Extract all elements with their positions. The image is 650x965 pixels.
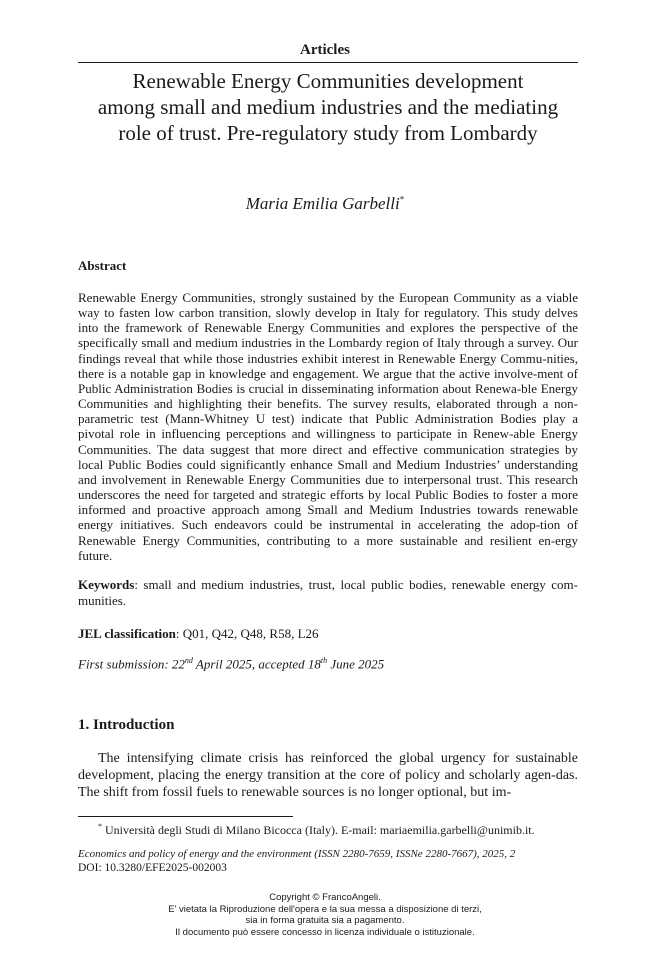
footnote-text: Università degli Studi di Milano Bicocca (Italy). E-mail: mariaemilia.garbelli@unimib.it. — [102, 823, 535, 837]
copyright-line: Copyright © FrancoAngeli. — [269, 892, 381, 903]
title-line: Renewable Energy Communities development — [132, 69, 524, 93]
abstract-line: This research underscores the need for targeted and strategic efforts by local Public Bodies to — [78, 471, 578, 503]
title-line: among small and medium industries and the mediating — [97, 95, 559, 119]
introduction-body — [78, 750, 578, 801]
abstract-line: tion of Renewable Energy Communities, contributing to a more sustainable and resilient en- — [78, 517, 578, 548]
abstract-line: into the framework of Renewable Energy Communities and explores the perspective of the — [78, 320, 578, 336]
jel-label: JEL classification — [78, 626, 176, 641]
jel-codes: : Q01, Q42, Q48, R58, L26 — [175, 626, 319, 641]
footnote-mark: * — [98, 822, 102, 831]
copyright-line: E' vietata la Riproduzione dell'opera e la sua messa a disposizione di terzi, — [168, 903, 482, 915]
abstract-body — [78, 290, 578, 563]
keywords-label: Keywords — [78, 577, 135, 592]
abstract-heading: Abstract — [78, 258, 127, 273]
jel-classification — [78, 626, 319, 642]
footnote — [98, 822, 535, 838]
title-line: role of trust. Pre-regulatory study from Lombardy — [118, 121, 538, 145]
abstract-line: strategies by local Public Bodies could significantly enhance Small and Medium Industries’ — [78, 441, 579, 472]
submission-suffix: June 2025 — [327, 656, 385, 672]
author-name: Maria Emilia Garbelli — [245, 194, 400, 213]
keywords — [78, 577, 578, 608]
abstract-line: ble Energy Communities and highlighting their benefits. The survey results, elaborated — [78, 380, 579, 412]
abstract-line: Bodies play a pivotal role in influencing perceptions and willingness to participate in Renew- — [78, 411, 579, 442]
ordinal-suffix: nd — [184, 656, 193, 665]
abstract-line: understanding and involvement in Renewable Energy Communities due to interpersonal trust. — [78, 456, 578, 487]
submission-middle: April 2025, accepted 18 — [192, 656, 321, 672]
copyright-line: sia in forma gratuita sia a pagamento. — [245, 915, 405, 926]
abstract-line: able Energy Communities. The data suggest that more direct and effective communication — [78, 426, 578, 457]
abstract-line: foster a more informed and proactive approach among Small and Medium Industries towards — [78, 487, 578, 518]
copyright-line: Il documento può essere concesso in licenza individuale o istituzionale. — [175, 926, 475, 938]
header-rule — [78, 62, 578, 63]
submission-dates — [78, 656, 384, 672]
submission-prefix: First submission: 22 — [78, 656, 185, 672]
abstract-line: Renewable Energy Communities, strongly sustained by the European Community as a viable — [78, 290, 578, 305]
intro-line: das. The shift from fossil fuels to renewable sources is no longer optional, but im- — [78, 768, 578, 800]
ordinal-suffix: th — [320, 656, 328, 665]
keywords-text-cont: munities. — [78, 592, 127, 608]
abstract-line: ergy future. — [78, 532, 578, 563]
abstract-line: Our findings reveal that while those industries exhibit interest in Renewable Energy Commu- — [78, 335, 579, 366]
author — [0, 194, 650, 214]
abstract-line: ment of Public Administration Bodies is crucial in disseminating information about Renewa- — [78, 365, 578, 396]
keywords-text: : small and medium industries, trust, local public bodies, renewable energy com- — [134, 577, 578, 592]
section-heading-introduction: 1. Introduction — [78, 717, 175, 733]
abstract-line: way to fasten low carbon transition, slowly develop in Italy for regulatory. This study delves — [78, 305, 578, 321]
article-title — [78, 68, 578, 146]
intro-line: development, placing the energy transition at the core of policy and scholarly agen- — [78, 768, 556, 783]
copyright-notice — [0, 892, 650, 938]
abstract-line: specifically small and medium industries in the Lombardy region of Italy through a survey. — [78, 335, 555, 351]
abstract-line: through a non-parametric test (Mann-Whitney U test) indicate that Public Administration — [78, 396, 579, 427]
doi[interactable]: DOI: 10.3280/EFE2025-002003 — [78, 862, 227, 874]
abstract-line: renewable energy initiatives. Such endeavors could be instrumental in accelerating the adop- — [78, 502, 578, 533]
intro-line: The intensifying climate crisis has reinforced the global urgency for sustainable — [98, 751, 578, 766]
abstract-line: nities, there is a notable gap in knowledge and engagement. We argue that the active involve- — [78, 350, 578, 381]
journal-citation: Economics and policy of energy and the environment (ISSN 2280-7659, ISSNe 2280-7667), 2025, 2 — [78, 848, 516, 860]
section-label: Articles — [300, 42, 350, 58]
author-footnote-mark[interactable]: * — [399, 194, 405, 205]
footnote-rule — [78, 816, 293, 817]
